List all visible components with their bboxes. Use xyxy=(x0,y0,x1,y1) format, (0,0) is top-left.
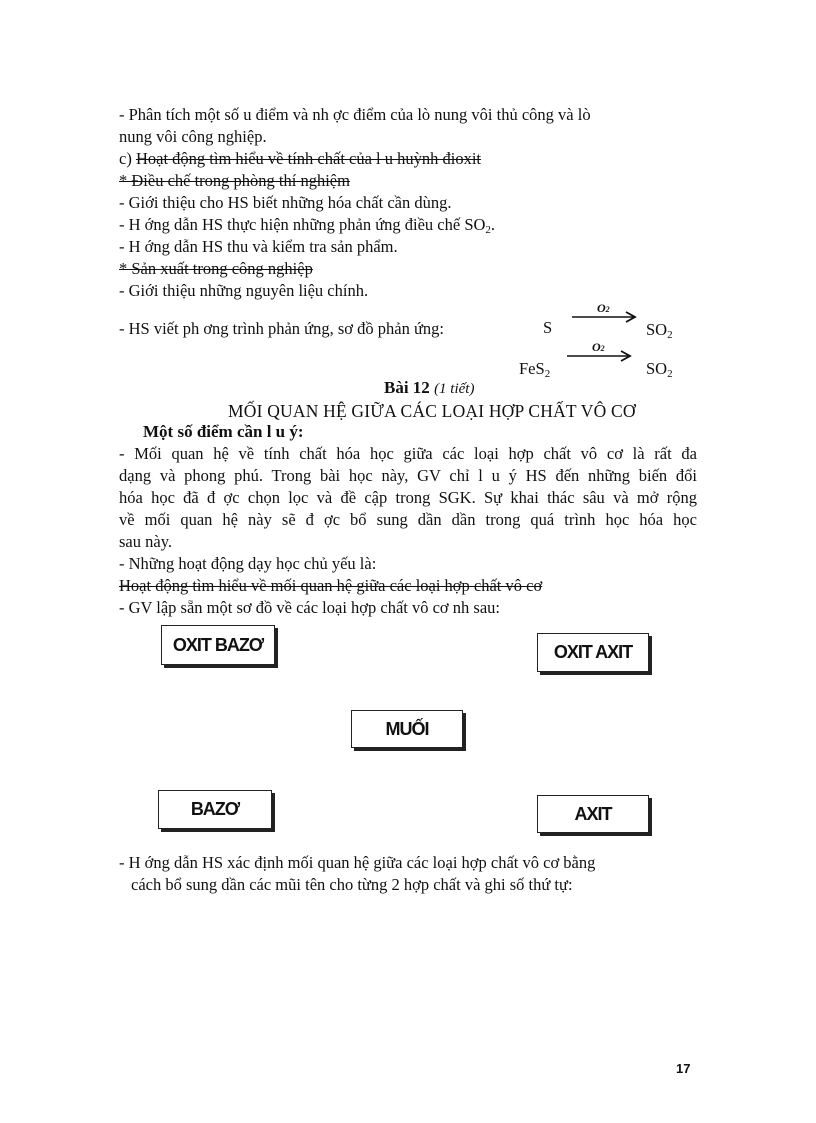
box-oxit-axit: OXIT AXIT xyxy=(537,633,649,672)
text-line: - H ớng dẫn HS thu và kiểm tra sản phẩm. xyxy=(119,237,398,256)
text-line: - Giới thiệu cho HS biết những hóa chất cần dùng. xyxy=(119,193,452,212)
paragraph-line: sau này. xyxy=(119,532,172,551)
text-line: nung vôi công nghiệp. xyxy=(119,127,267,146)
paragraph-line: cách bổ sung dần các mũi tên cho từng 2 hợp chất và ghi số thứ tự: xyxy=(131,875,573,894)
lesson-heading xyxy=(384,378,474,398)
subheading-lab: * Điều chế trong phòng thí nghiệm xyxy=(119,171,350,190)
paragraph-line: - GV lập sẵn một sơ đồ về các loại hợp chất vô cơ nh sau: xyxy=(119,598,500,617)
subscript: 2 xyxy=(667,368,673,380)
equation-2-product xyxy=(646,359,673,384)
lesson-title: MỐI QUAN HỆ GIỮA CÁC LOẠI HỢP CHẤT VÔ CƠ xyxy=(228,401,636,421)
text-line: - Giới thiệu những nguyên liệu chính. xyxy=(119,281,369,300)
notes-heading: Một số điểm cần l u ý: xyxy=(143,422,304,441)
subscript: 2 xyxy=(544,368,551,380)
reaction-arrow-icon xyxy=(567,350,635,362)
condition-subscript: 2 xyxy=(605,305,610,314)
reactant-text: FeS xyxy=(519,359,545,378)
paragraph-line: về mối quan hệ này sẽ đ ợc bổ sung dần dần trong quá trình học hóa học xyxy=(119,510,697,529)
subscript: 2 xyxy=(667,329,673,341)
condition-text: O xyxy=(597,301,606,315)
box-muoi: MUỐI xyxy=(351,710,463,748)
lesson-duration: (1 tiết) xyxy=(434,381,475,397)
text-fragment: - H ớng dẫn HS thực hiện những phản ứng điều chế SO xyxy=(119,215,486,234)
equation-1-reactant: S xyxy=(543,318,553,337)
subheading-industry: * Sản xuất trong công nghiệp xyxy=(119,259,313,278)
condition-subscript: 2 xyxy=(600,344,605,353)
lesson-number: Bài 12 xyxy=(384,378,430,397)
subscript: 2 xyxy=(485,224,491,236)
condition-text: O xyxy=(592,340,601,354)
section-prefix: c) xyxy=(119,149,136,168)
product-text: SO xyxy=(646,359,668,378)
activity-heading: Hoạt động tìm hiểu về mối quan hệ giữa các loại hợp chất vô cơ xyxy=(119,576,543,595)
section-title: Hoạt động tìm hiểu về tính chất của l u huỳnh đioxit xyxy=(135,149,482,168)
product-text: SO xyxy=(646,320,668,339)
paragraph-line: - Mối quan hệ về tính chất hóa học giữa các loại hợp chất vô cơ là rất đa xyxy=(119,444,697,463)
page-number: 17 xyxy=(676,1061,691,1076)
equation-2-reactant xyxy=(519,359,550,384)
text-line: - HS viết ph ơng trình phản ứng, sơ đồ phản ứng: xyxy=(119,319,444,338)
reaction-arrow-icon xyxy=(572,311,640,323)
equation-1-product xyxy=(646,320,673,345)
box-bazo: BAZƠ xyxy=(158,790,272,829)
text-fragment: . xyxy=(490,215,496,234)
paragraph-line: - H ớng dẫn HS xác định mối quan hệ giữa các loại hợp chất vô cơ bằng xyxy=(119,853,596,872)
paragraph-line: dạng và phong phú. Trong bài học này, GV chỉ l u ý HS đến những biến đổi xyxy=(119,466,697,485)
text-line: - Phân tích một số u điểm và nh ợc điểm của lò nung vôi thủ công và lò xyxy=(119,105,591,124)
section-heading-c xyxy=(119,148,481,170)
box-oxit-bazo: OXIT BAZƠ xyxy=(161,625,275,665)
box-axit: AXIT xyxy=(537,795,649,833)
paragraph-line: hóa học đã đ ợc chọn lọc và đề cập trong SGK. Sự khai thác sâu và mở rộng xyxy=(119,488,697,507)
paragraph-line: - Những hoạt động dạy học chủ yếu là: xyxy=(119,554,377,573)
